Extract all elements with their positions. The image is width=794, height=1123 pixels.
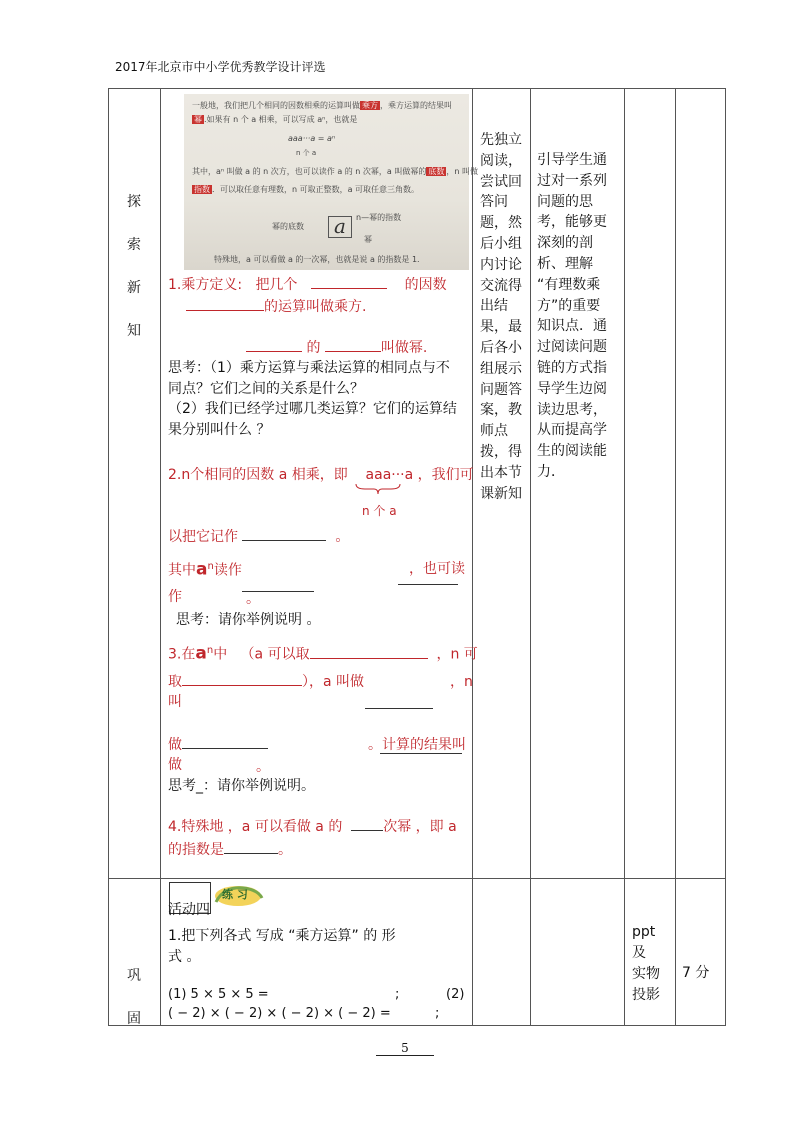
intent-line: 导学生边阅 bbox=[537, 380, 607, 397]
power-exp: n bbox=[206, 645, 214, 656]
label-char: 巩 bbox=[127, 968, 141, 984]
label-char: 索 bbox=[127, 237, 141, 253]
badge-text: 练 习 bbox=[222, 888, 248, 901]
q1-blank-2[interactable] bbox=[186, 310, 264, 311]
intent-line: 力． bbox=[537, 463, 565, 480]
intent-line: 过对一系列 bbox=[537, 172, 607, 189]
q1-text: 的运算叫做乘方. bbox=[264, 299, 367, 315]
label-char: 知 bbox=[127, 323, 141, 339]
q3-n: ，n bbox=[450, 674, 473, 690]
student-line: 交流得 bbox=[480, 277, 522, 294]
label-char: 固 bbox=[127, 1011, 141, 1027]
q3-blank-4[interactable] bbox=[182, 748, 268, 749]
q4-text: 4.特殊地 ，a 可以看做 a 的 bbox=[168, 819, 343, 835]
student-line: 尝试回 bbox=[480, 173, 522, 190]
student-line: 案，教 bbox=[480, 402, 522, 419]
question-3-line2 bbox=[168, 672, 468, 693]
think-1 bbox=[168, 358, 468, 440]
photo-diagram-letter: a bbox=[328, 216, 352, 238]
exercise-expr-2: ( − 2) × ( − 2) × ( − 2) × ( − 2) = bbox=[168, 1006, 391, 1021]
media-line: 实物 bbox=[632, 966, 660, 982]
intent-line: 析、理解 bbox=[537, 255, 593, 272]
student-line: 果，最 bbox=[480, 319, 522, 336]
intent-line: 深刻的剖 bbox=[537, 235, 593, 252]
col-line bbox=[472, 88, 473, 1026]
q2-text: a 相乘，即 bbox=[278, 467, 348, 483]
power-base: a bbox=[196, 559, 208, 580]
question-1-line3 bbox=[246, 338, 466, 359]
question-2-line2 bbox=[168, 527, 468, 548]
photo-highlight: 指数 bbox=[194, 185, 210, 194]
think-line: 同点？它们之间的关系是什么？ bbox=[168, 380, 364, 397]
row-divider bbox=[108, 878, 726, 879]
section-label-consolidate bbox=[124, 955, 144, 1041]
col-line bbox=[530, 88, 531, 1026]
q3-text: ），a 叫做 bbox=[302, 674, 365, 690]
exercise-expr-2-end: ; bbox=[435, 1006, 440, 1021]
intent-line: 读边思考， bbox=[537, 401, 607, 418]
q3-blank-3[interactable] bbox=[365, 708, 433, 709]
practice-badge-icon bbox=[214, 888, 258, 908]
intent-line: 方”的重要 bbox=[537, 297, 601, 314]
student-line: 组展示 bbox=[480, 360, 522, 377]
power-exp: n bbox=[207, 561, 214, 572]
photo-text: 一般地，我们把几个相同的因数相乘的运算叫做 bbox=[192, 101, 360, 110]
q1-text: 的因数 bbox=[404, 277, 447, 293]
intent-line: 从而提高学 bbox=[537, 422, 607, 439]
q4-text: 次幂 ，即 a bbox=[383, 819, 457, 835]
q3-text: 取 bbox=[168, 674, 182, 690]
q2-text: 读作 bbox=[213, 562, 242, 579]
exercise-1 bbox=[168, 926, 468, 967]
table-bottom-border bbox=[108, 1025, 726, 1026]
exercise-line: 式 。 bbox=[168, 948, 201, 965]
student-line: 后各小 bbox=[480, 339, 522, 356]
col-line bbox=[160, 88, 161, 1026]
col-line bbox=[675, 88, 676, 1026]
brace-icon bbox=[355, 482, 401, 496]
think-2: 思考：请你举例说明 。 bbox=[176, 612, 321, 628]
q4-text: 的指数是 bbox=[168, 842, 224, 858]
media-line: 投影 bbox=[632, 987, 660, 1003]
q4-blank-1[interactable] bbox=[351, 830, 383, 831]
question-1-line2 bbox=[186, 297, 466, 318]
q3-result-underline bbox=[380, 753, 462, 754]
student-line: 答问 bbox=[480, 194, 508, 211]
q3-text: 做 bbox=[168, 737, 182, 753]
q1-blank-4[interactable] bbox=[325, 351, 381, 352]
q2-read-also: ，也可读 bbox=[409, 561, 465, 577]
q2-brace-label: n 个 a bbox=[362, 504, 397, 518]
q3-text: ，n 可 bbox=[436, 646, 478, 663]
student-line: 拨，得 bbox=[480, 443, 522, 460]
student-line: 先独立 bbox=[480, 132, 522, 148]
exercise-line: 1.把下列各式 写成 “乘方运算” 的 形 bbox=[168, 928, 396, 944]
student-line: 出本节 bbox=[480, 464, 522, 481]
think-line: 果分别叫什么 ？ bbox=[168, 421, 271, 438]
label-char: 探 bbox=[127, 194, 141, 210]
intent-line: 过阅读问题 bbox=[537, 339, 607, 356]
q4-blank-2[interactable] bbox=[224, 853, 278, 854]
textbook-photo bbox=[184, 94, 478, 270]
intent-line: “有理数乘 bbox=[537, 276, 601, 293]
q1-blank-3[interactable] bbox=[246, 351, 302, 352]
q1-blank-1[interactable] bbox=[311, 288, 387, 289]
exercise-expr-1-end: ; bbox=[395, 987, 400, 1002]
power-base: a bbox=[195, 643, 207, 664]
q4-text: 。 bbox=[278, 842, 292, 858]
table-top-border bbox=[108, 88, 726, 89]
q3-zuo-end: 。 bbox=[256, 759, 270, 775]
student-line: 阅读， bbox=[480, 152, 522, 169]
q2-text: 。 bbox=[335, 529, 350, 545]
photo-formula: aaa···a = aⁿ bbox=[288, 134, 336, 143]
q2-text: ，我们可 bbox=[417, 467, 474, 483]
design-intent bbox=[537, 150, 623, 483]
exercise-expr-1: (1) 5 × 5 × 5 = bbox=[168, 987, 269, 1002]
q2-text: 以把它记作 bbox=[168, 529, 238, 545]
student-activity bbox=[480, 130, 528, 504]
q2-text: 2.n个相同的因数 bbox=[168, 467, 275, 483]
think-line: （2）我们已经学过哪几类运算？它们的运算结 bbox=[168, 401, 457, 417]
q2-expr: aaa···a bbox=[365, 467, 414, 483]
page-header: 2017年北京市中小学优秀教学设计评选 bbox=[115, 60, 326, 74]
q1-text: 叫做幂. bbox=[380, 340, 428, 356]
intent-line: 引导学生通 bbox=[537, 152, 607, 168]
think-line: 思考：（1）乘方运算与乘法运算的相同点与不 bbox=[168, 360, 450, 376]
col-line bbox=[725, 88, 726, 1026]
intent-line: 知识点．通 bbox=[537, 318, 607, 335]
photo-highlight: 乘方 bbox=[362, 101, 378, 110]
photo-text: 其中，aⁿ 叫做 a 的 n 次方，也可以读作 a 的 n 次幂，a 叫做幂的 bbox=[192, 167, 427, 176]
q3-blank-1[interactable] bbox=[310, 658, 428, 659]
section-label-explore bbox=[124, 181, 144, 353]
q2-blank-1[interactable] bbox=[242, 540, 326, 541]
col-line bbox=[108, 88, 109, 1026]
student-line: 出结 bbox=[480, 298, 508, 315]
exercise-expr-2-label: (2) bbox=[446, 987, 465, 1002]
intent-line: 生的阅读能 bbox=[537, 443, 607, 460]
intent-line: 链的方式指 bbox=[537, 359, 607, 376]
student-line: 题，然 bbox=[480, 215, 522, 232]
q3-result: 。计算的结果叫 bbox=[368, 737, 466, 753]
student-line: 后小组 bbox=[480, 235, 522, 252]
question-1 bbox=[168, 275, 468, 296]
photo-text: ．可以取任意有理数，n 可取正整数，a 可取任意三角数。 bbox=[212, 185, 420, 194]
question-4-line2 bbox=[168, 840, 468, 861]
intent-line: 问题的思 bbox=[537, 193, 593, 210]
student-line: 问题答 bbox=[480, 381, 522, 398]
photo-highlight: 幂 bbox=[194, 115, 202, 124]
q3-text: 中 bbox=[213, 646, 228, 663]
q1-text: 把几个 bbox=[255, 277, 298, 293]
teaching-media bbox=[632, 922, 672, 1006]
photo-diagram-right: n—幂的指数 bbox=[356, 213, 402, 222]
q2-text: 其中 bbox=[168, 562, 196, 579]
photo-highlight: 底数 bbox=[428, 167, 445, 176]
question-4 bbox=[168, 817, 468, 838]
q1-prefix: 1.乘方定义: bbox=[168, 277, 243, 293]
photo-text: .如果有 n 个 a 相乘，可以写成 aⁿ，也就是 bbox=[204, 115, 358, 124]
intent-line: 考，能够更 bbox=[537, 214, 607, 231]
q3-text: 3.在 bbox=[168, 646, 196, 663]
col-line bbox=[624, 88, 625, 1026]
q3-text: （a 可以取 bbox=[240, 646, 310, 663]
photo-diagram-left: 幂的底数 bbox=[272, 222, 304, 231]
page-number: 5 bbox=[376, 1041, 434, 1056]
photo-text: ，乘方运算的结果叫 bbox=[380, 101, 452, 110]
q3-jiao: 叫 bbox=[168, 694, 182, 710]
question-2 bbox=[168, 465, 474, 486]
question-3 bbox=[168, 641, 478, 665]
q2-blank-3[interactable] bbox=[398, 584, 458, 585]
photo-diagram-bottom: 幂 bbox=[364, 235, 372, 244]
q2-zuo: 作 bbox=[168, 589, 182, 605]
student-line: 课新知 bbox=[480, 485, 522, 502]
media-line: ppt 及 bbox=[632, 924, 656, 961]
q1-text: 的 bbox=[306, 340, 321, 356]
q3-zuo: 做 bbox=[168, 757, 182, 773]
student-line: 师点 bbox=[480, 423, 508, 440]
photo-text: ，n 叫做 bbox=[446, 167, 478, 176]
activity-label: 活动四 bbox=[168, 902, 210, 918]
q2-zuo-end: 。 bbox=[246, 591, 260, 607]
photo-formula-sub: n 个 a bbox=[296, 149, 317, 157]
label-char: 新 bbox=[127, 280, 141, 296]
photo-text: 特殊地，a 可以看做 a 的一次幂，也就是说 a 的指数是 1. bbox=[214, 255, 420, 264]
think-3: 思考_：请你举例说明。 bbox=[168, 778, 315, 794]
time-allocation: 7 分 bbox=[682, 965, 710, 981]
q3-blank-2[interactable] bbox=[182, 685, 302, 686]
student-line: 内讨论 bbox=[480, 256, 522, 273]
